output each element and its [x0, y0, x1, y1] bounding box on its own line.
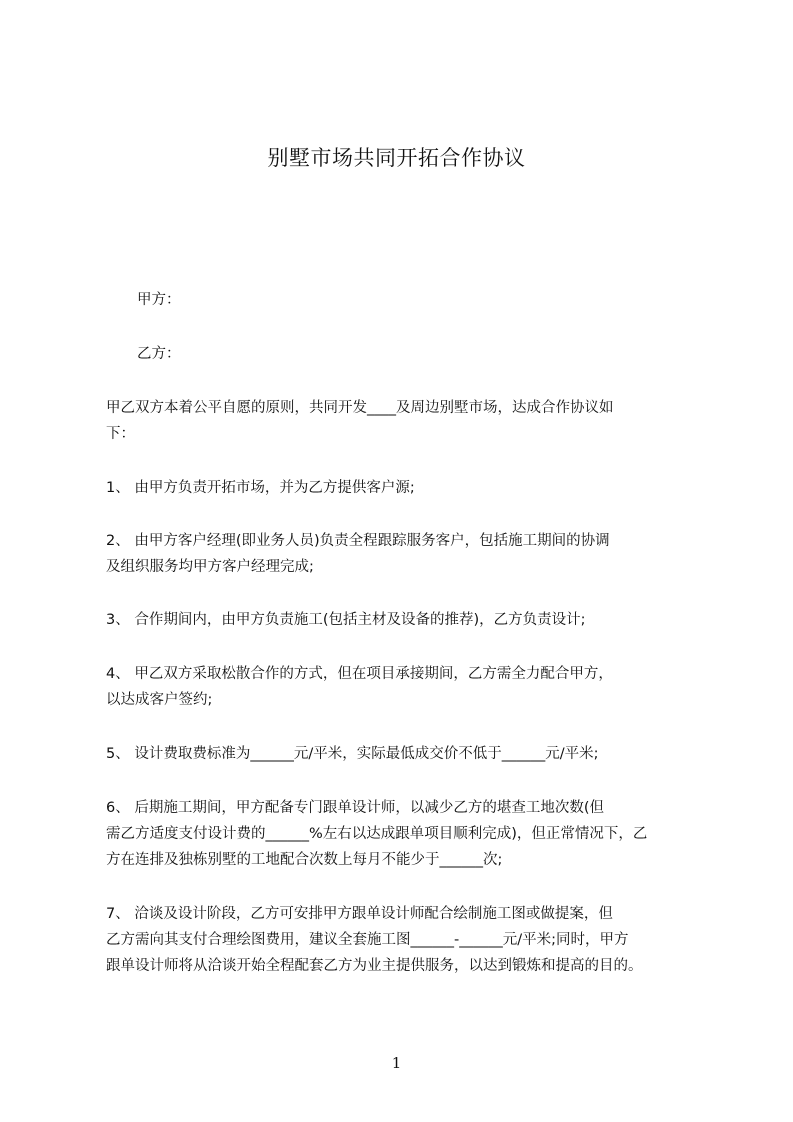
page-number: 1 — [391, 1054, 402, 1072]
clause-line: 4、 甲乙双方采取松散合作的方式，但在项目承接期间，乙方需全力配合甲方， — [106, 666, 613, 682]
clause-7 — [106, 901, 706, 979]
intro-paragraph — [106, 395, 706, 447]
clause-line: 2、 由甲方客户经理(即业务人员)负责全程跟踪服务客户，包括施工期间的协调 — [106, 533, 610, 549]
clause-line: 1、 由甲方负责开拓市场，并为乙方提供客户源; — [106, 480, 415, 496]
clause-line: 3、 合作期间内，由甲方负责施工(包括主材及设备的推荐)，乙方负责设计; — [106, 612, 586, 628]
clause-2 — [106, 528, 706, 580]
clause-line: 及组织服务均甲方客户经理完成; — [106, 559, 314, 575]
clause-5 — [106, 741, 706, 767]
clause-line: 以达成客户签约; — [106, 692, 213, 708]
clause-line: 乙方需向其支付合理绘图费用，建议全套施工图______-______元/平米;同时，甲方 — [106, 932, 629, 948]
clause-6 — [106, 795, 706, 873]
clause-line: 跟单设计师将从洽谈开始全程配套乙方为业主提供服务，以达到锻炼和提高的目的。 — [106, 958, 643, 974]
clause-line: 6、 后期施工期间，甲方配备专门跟单设计师，以减少乙方的堪查工地次数(但 — [106, 800, 604, 816]
clause-line: 5、 设计费取费标准为______元/平米，实际最低成交价不低于______元/平米; — [106, 746, 599, 762]
clause-1 — [106, 475, 706, 501]
clause-line: 需乙方适度支付设计费的______%左右以达成跟单项目顺利完成)，但正常情况下，乙 — [106, 826, 648, 842]
clause-3 — [106, 607, 706, 633]
intro-line: 下： — [106, 426, 135, 442]
party-a-label: 甲方： — [137, 292, 181, 308]
party-b-label: 乙方： — [137, 346, 181, 362]
document-title: 别墅市场共同开拓合作协议 — [267, 146, 526, 170]
clause-line: 7、 洽谈及设计阶段，乙方可安排甲方跟单设计师配合绘制施工图或做提案，但 — [106, 906, 613, 922]
clause-4 — [106, 661, 706, 713]
clause-line: 方在连排及独栋别墅的工地配合次数上每月不能少于______次; — [106, 852, 503, 868]
intro-line: 甲乙双方本着公平自愿的原则，共同开发____及周边别墅市场，达成合作协议如 — [106, 400, 614, 416]
